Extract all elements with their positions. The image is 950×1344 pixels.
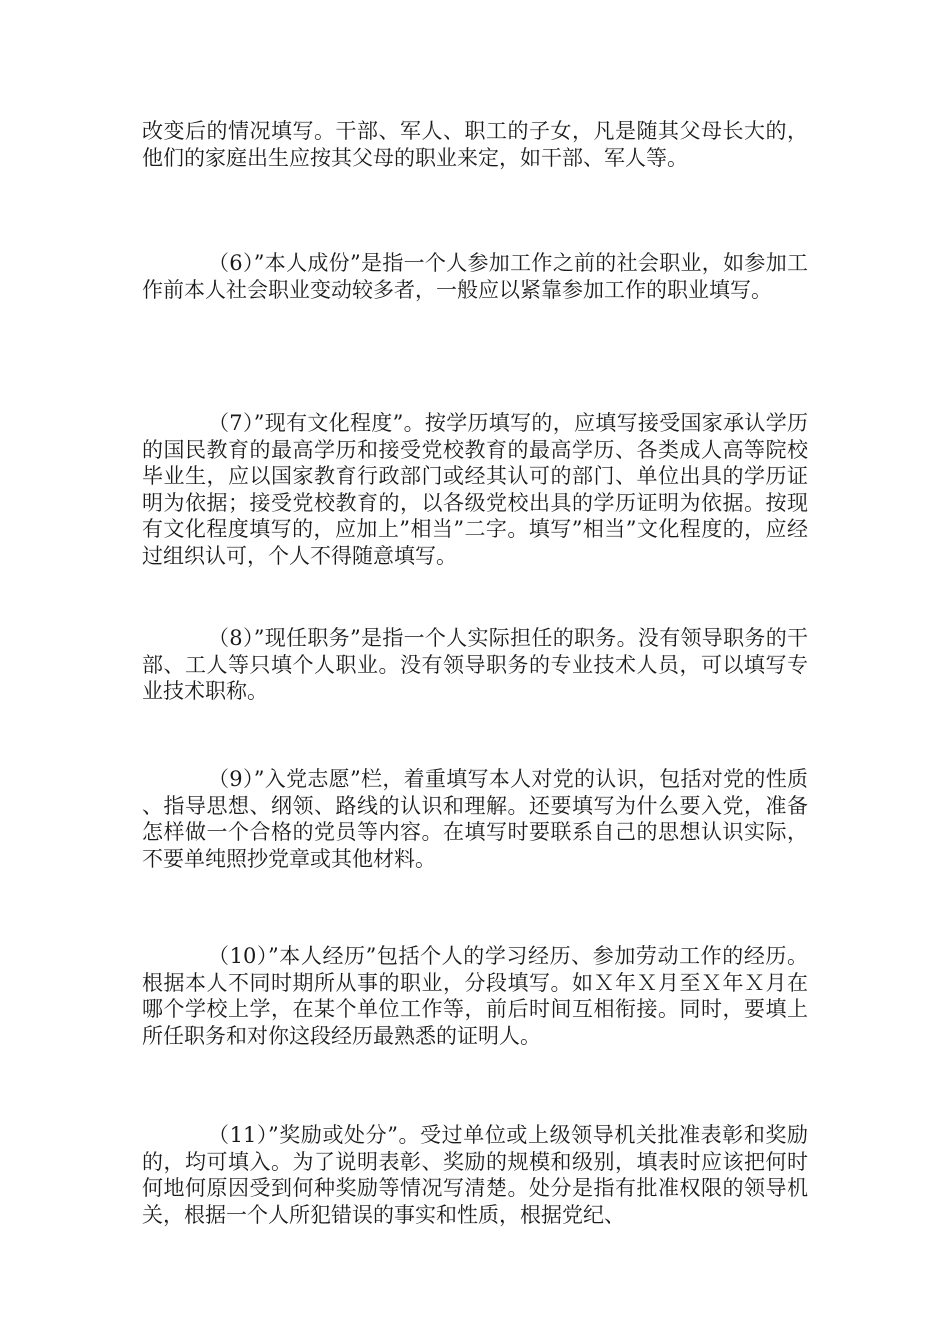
paragraph-continuation: 改变后的情况填写。干部、军人、职工的子女，凡是随其父母长大的，他们的家庭出生应按其父母的职业来定，如干部、军人等。 — [142, 119, 808, 170]
paragraph-item-7: （7）”现有文化程度”。按学历填写的，应填写接受国家承认学历的国民教育的最高学历和接受党校教育的最高学历、各类成人高等院校毕业生，应以国家教育行政部门或经其认可的部门、单位出具的学历证明为依据；接受党校教育的，以各级党校出具的学历证明为依据。按现有文化程度填写的，应加上”相当”二字。填写”相当”文化程度的，应经过组织认可，个人不得随意填写。 — [142, 411, 808, 568]
paragraph-item-6: （6）”本人成份”是指一个人参加工作之前的社会职业，如参加工作前本人社会职业变动较多者，一般应以紧靠参加工作的职业填写。 — [142, 251, 808, 302]
paragraph-item-11: （11）”奖励或处分”。受过单位或上级领导机关批准表彰和奖励的，均可填入。为了说明表彰、奖励的规模和级别，填表时应该把何时何地何原因受到何种奖励等情况写清楚。处分是指有批准权限的领导机关，根据一个人所犯错误的事实和性质，根据党纪、 — [142, 1123, 808, 1227]
paragraph-item-8: （8）”现任职务”是指一个人实际担任的职务。没有领导职务的干部、工人等只填个人职业。没有领导职务的专业技术人员，可以填写专业技术职称。 — [142, 626, 808, 703]
paragraph-item-9: （9）”入党志愿”栏，着重填写本人对党的认识，包括对党的性质、指导思想、纲领、路线的认识和理解。还要填写为什么要入党，准备怎样做一个合格的党员等内容。在填写时要联系自己的思想认识实际，不要单纯照抄党章或其他材料。 — [142, 767, 808, 871]
paragraph-item-10: （10）”本人经历”包括个人的学习经历、参加劳动工作的经历。根据本人不同时期所从事的职业，分段填写。如Ｘ年Ｘ月至Ｘ年Ｘ月在哪个学校上学，在某个单位工作等，前后时间互相衔接。同时，要填上所任职务和对你这段经历最熟悉的证明人。 — [142, 944, 808, 1048]
